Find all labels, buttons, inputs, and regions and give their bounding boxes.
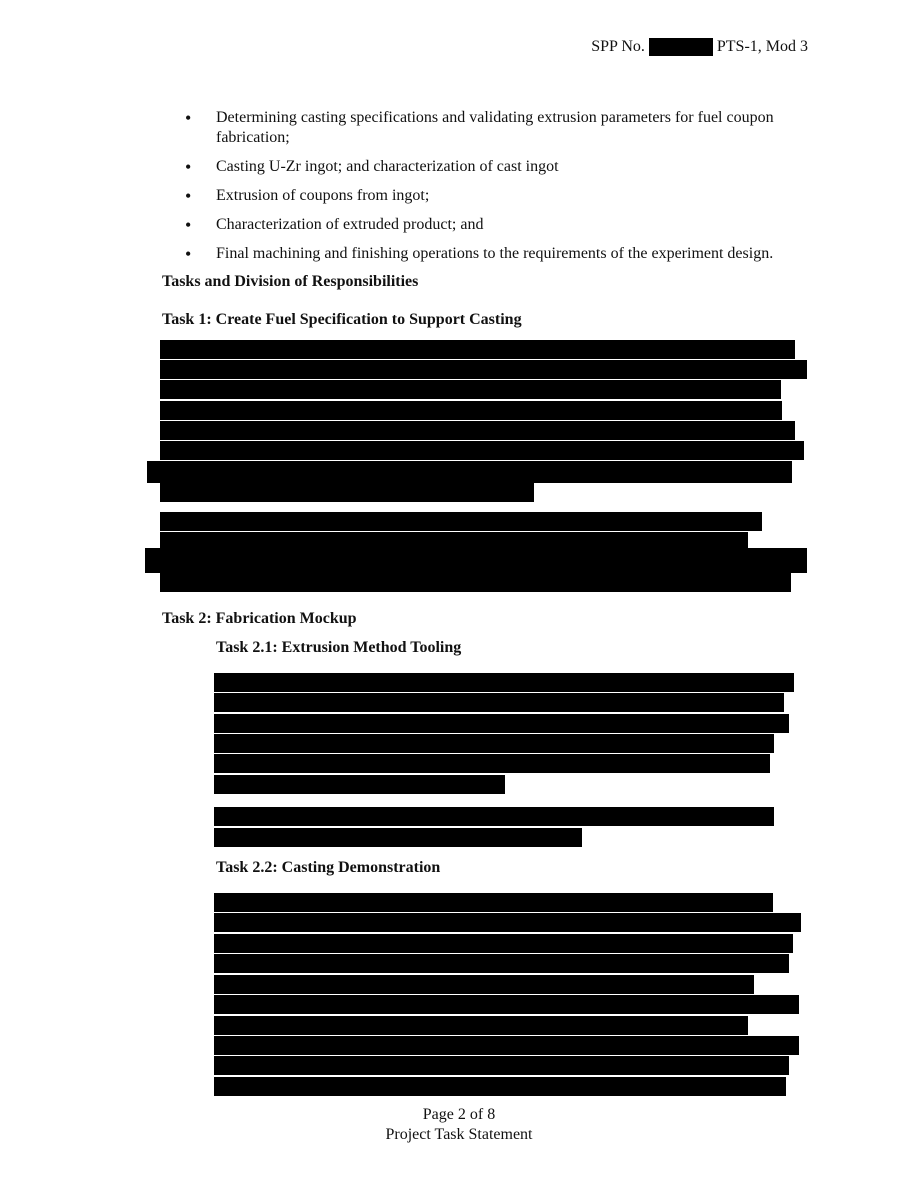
redaction-bar xyxy=(214,975,754,994)
header-suffix: PTS-1, Mod 3 xyxy=(716,38,808,55)
redaction-bar xyxy=(160,421,795,440)
redaction-bar xyxy=(145,548,807,573)
bullet-item: • Casting U-Zr ingot; and characterization of cast ingot xyxy=(185,157,805,177)
task2-1-heading: Task 2.1: Extrusion Method Tooling xyxy=(216,639,462,656)
redaction-bar xyxy=(214,807,774,826)
header-redaction xyxy=(649,38,713,56)
redaction-bar xyxy=(214,775,505,794)
redaction-bar xyxy=(160,483,534,502)
redaction-bar xyxy=(214,934,793,953)
bullet-item: • Extrusion of coupons from ingot; xyxy=(185,186,805,206)
page-header xyxy=(591,38,808,56)
page-number: Page 2 of 8 xyxy=(422,1106,496,1123)
header-prefix: SPP No. xyxy=(591,38,645,55)
redaction-bar xyxy=(214,995,799,1014)
task2-2-heading: Task 2.2: Casting Demonstration xyxy=(216,859,441,876)
redaction-bar xyxy=(147,461,792,483)
redaction-bar xyxy=(214,673,794,692)
redaction-bar xyxy=(214,754,770,773)
bullet-item: • Determining casting specifications and validating extrusion parameters for fuel coupon fabrication; xyxy=(185,108,805,148)
redaction-bar xyxy=(214,1036,799,1055)
redaction-bar xyxy=(214,954,789,973)
bullet-item: • Characterization of extruded product; and xyxy=(185,215,805,235)
page-footer xyxy=(0,1105,918,1145)
tasks-division-heading: Tasks and Division of Responsibilities xyxy=(162,273,419,290)
document-title: Project Task Statement xyxy=(385,1126,533,1143)
scope-bullet-list xyxy=(185,108,805,273)
redaction-bar xyxy=(160,340,795,359)
redaction-bar xyxy=(214,1077,786,1096)
redaction-bar xyxy=(214,913,801,932)
redaction-bar xyxy=(160,441,804,460)
redaction-bar xyxy=(214,828,582,847)
redaction-bar xyxy=(214,693,784,712)
task2-heading: Task 2: Fabrication Mockup xyxy=(162,610,357,627)
redaction-bar xyxy=(214,1016,748,1035)
redaction-bar xyxy=(160,401,782,420)
redaction-bar xyxy=(160,380,781,399)
redaction-bar xyxy=(214,1056,789,1075)
redaction-bar xyxy=(160,360,807,379)
redaction-bar xyxy=(160,512,762,531)
redaction-bar xyxy=(214,734,774,753)
bullet-item: • Final machining and finishing operations to the requirements of the experiment design. xyxy=(185,244,805,264)
redaction-bar xyxy=(160,573,791,592)
task1-heading: Task 1: Create Fuel Specification to Support Casting xyxy=(162,311,522,328)
redaction-bar xyxy=(214,893,773,912)
redaction-bar xyxy=(214,714,789,733)
